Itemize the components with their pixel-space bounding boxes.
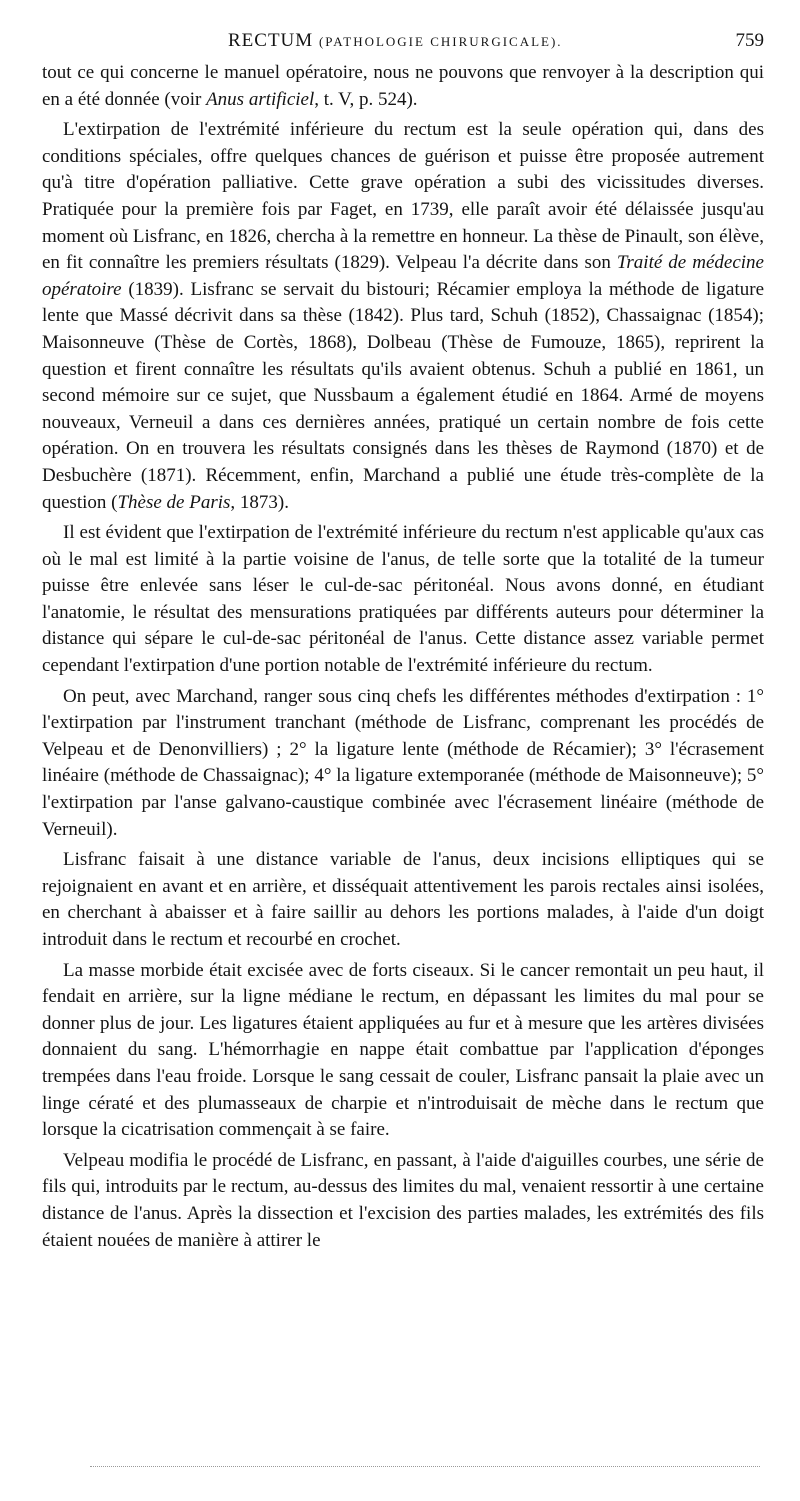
paragraph-1-italic: Anus artificiel <box>206 88 315 110</box>
running-title-main: RECTUM <box>228 30 314 51</box>
paragraph-4: On peut, avec Marchand, ranger sous cinq chefs les différentes méthodes d'extirpation : 1° l'extirpation par l'instrument tranchant (méthode de Lisfranc, comprenant les procédés de Velpeau et de Denonvilliers) ; 2° la ligature lente (méthode de Récamier); 3° l'écrasement linéaire (méthode de Chassaignac); 4° la ligature extemporanée (méthode de Maisonneuve); 5° l'extirpation par l'anse galvano-caustique combinée avec l'écrasement linéaire (méthode de Verneuil). <box>42 685 764 840</box>
paragraph-2 <box>42 117 764 516</box>
paragraph-5: Lisfranc faisait à une distance variable de l'anus, deux incisions elliptiques qui se rejoignaient en avant et en arrière, et disséquait attentivement les parois rectales ainsi isolées, en cherchant à abaisser et à faire saillir au dehors les portions malades, à l'aide d'un doigt introduit dans le rectum et recourbé en crochet. <box>42 849 764 950</box>
page-number: 759 <box>735 30 764 51</box>
book-page <box>42 20 764 1254</box>
paragraph-7: Velpeau modifia le procédé de Lisfranc, en passant, à l'aide d'aiguilles courbes, une série de fils qui, introduits par le rectum, au-dessus des limites du mal, venaient ressortir à une certaine distance de l'anus. Après la dissection et l'excision des parties malades, les extrémités des fils étaient nouées de manière à attirer le <box>42 1149 764 1251</box>
paragraph-3: Il est évident que l'extirpation de l'extrémité inférieure du rectum n'est applicable qu'aux cas où le mal est limité à la partie voisine de l'anus, de telle sorte que la totalité de la tumeur puisse être enlevée sans léser le cul-de-sac péritonéal. Nous avons donné, en étudiant l'anatomie, le résultat des mensurations pratiquées par différents auteurs pour déterminer la distance qui sépare le cul-de-sac péritonéal de l'anus. Cette distance assez variable permet cependant l'extirpation d'une portion notable de l'extrémité inférieure du rectum. <box>42 522 764 677</box>
paragraph-2-text-a: L'extirpation de l'extrémité inférieure du rectum est la seule opération qui, dans des conditions spéciales, offre quelques chances de guérison et puisse être proposée autrement qu'à titre d'opération palliative. Cette grave opération a subi des vicissitudes diverses. Pratiquée pour la première fois par Faget, en 1739, elle paraît avoir été délaissée jusqu'au moment où Lisfranc, en 1826, chercha à la remettre en honneur. La thèse de Pinault, son élève, en fit connaître les premiers résultats (1829). Velpeau l'a décrite dans son <box>42 119 764 274</box>
paragraph-1-text-b: , t. V, p. 524). <box>314 88 418 110</box>
paragraph-2-text-c: , 1873). <box>230 491 289 513</box>
running-title <box>228 30 563 52</box>
paragraph-2-italic-1: Traité de médecine opératoire <box>42 252 764 300</box>
paragraph-6: La masse morbide était excisée avec de forts ciseaux. Si le cancer remontait un peu haut, il fendait en arrière, sur la ligne médiane le rectum, en dépassant les limites du mal pour se donner plus de jour. Les ligatures étaient appliquées au fur et à mesure que les artères divisées donnaient du sang. L'hémorrhagie en nappe était combattue par l'application d'éponges trempées dans l'eau froide. Lorsque le sang cessait de couler, Lisfranc pansait la plaie avec un linge cératé et des plumasseaux de charpie et n'introduisait de mèche dans le rectum que lorsque la cicatrisation commençait à se faire. <box>42 959 764 1141</box>
paragraph-1-text-a: tout ce qui concerne le manuel opératoire, nous ne pouvons que renvoyer à la description qui en a été donnée (voir <box>42 62 764 110</box>
paragraph-2-text-b: (1839). Lisfranc se servait du bistouri; Récamier employa la méthode de ligature lente que Massé décrivit dans sa thèse (1842). Plus tard, Schuh (1852), Chassaignac (1854); Maisonneuve (Thèse de Cortès, 1868), Dolbeau (Thèse de Fumouze, 1865), reprirent la question et firent connaître les résultats qu'ils avaient obtenus. Schuh a publié en 1861, un second mémoire sur ce sujet, que Nussbaum a également étudié en 1864. Armé de moyens nouveaux, Verneuil a dans ces dernières années, pratiqué un certain nombre de fois cette opération. On en trouvera les résultats consignés dans les thèses de Raymond (1870) et de Desbuchère (1871). Récemment, enfin, Marchand a publié une étude très-complète de la question ( <box>42 278 764 513</box>
running-head <box>42 20 764 54</box>
paragraph-2-italic-2: Thèse de Paris <box>117 491 231 513</box>
body-text <box>42 60 764 1254</box>
running-title-sub: (PATHOLOGIE CHIRURGICALE). <box>318 34 563 49</box>
paragraph-1 <box>42 60 764 113</box>
footer-rule <box>90 1466 760 1467</box>
